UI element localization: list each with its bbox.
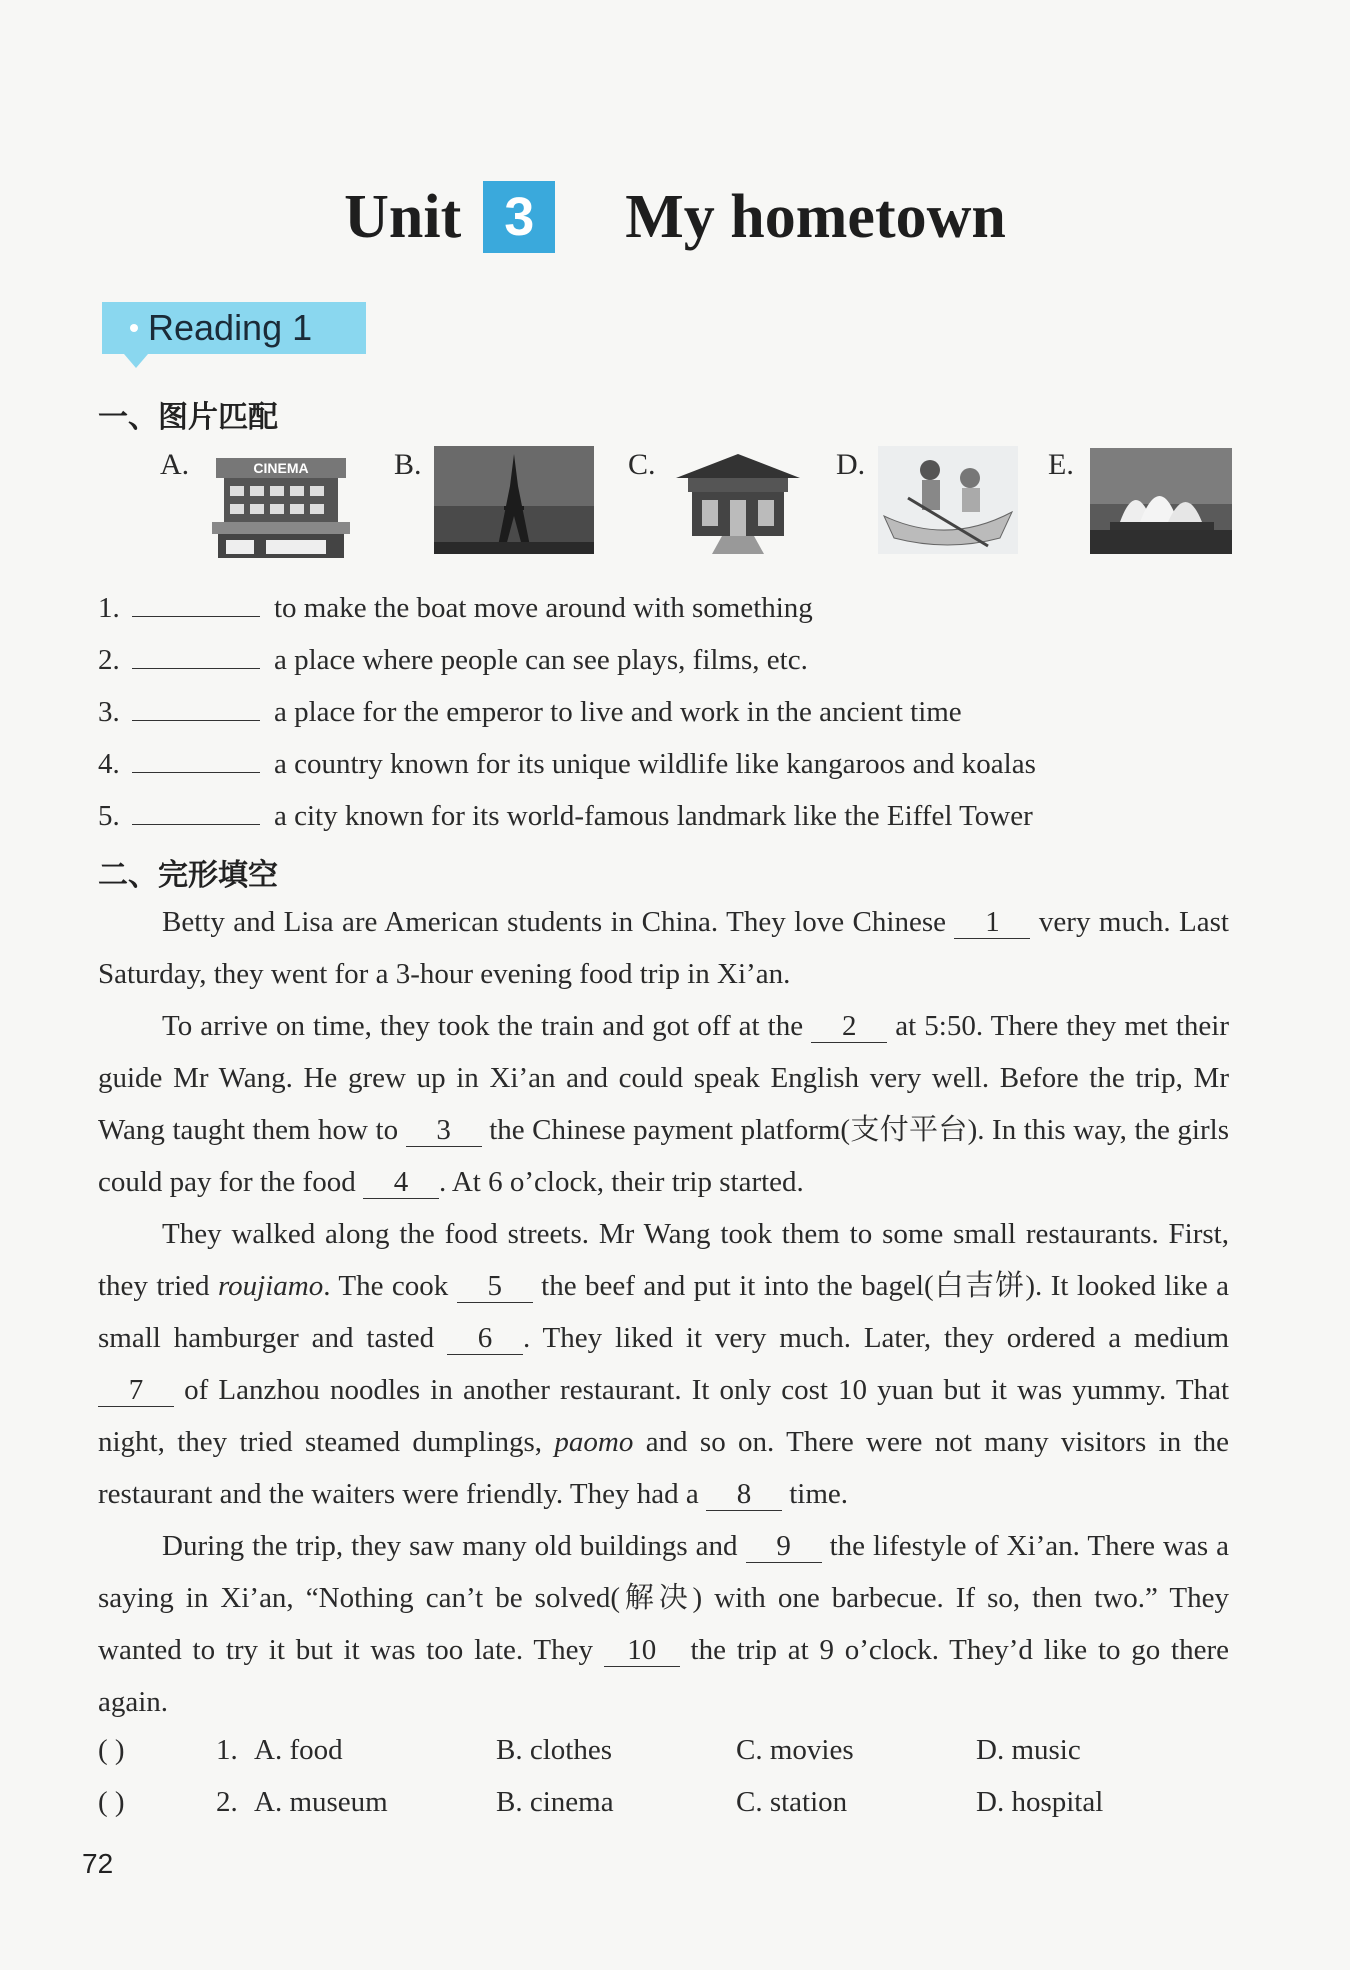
answer-blank[interactable]	[132, 698, 260, 721]
cloze-gap[interactable]: 10	[604, 1634, 680, 1667]
option-c[interactable]: C. station	[736, 1786, 848, 1818]
cloze-gap[interactable]: 2	[811, 1010, 887, 1043]
reading-tag-label: Reading 1	[148, 307, 313, 348]
match-item: 5. a city known for its world-famous landmark like the Eiffel Tower	[98, 800, 1033, 832]
unit-topic: My hometown	[625, 183, 1006, 251]
cloze-gap[interactable]: 1	[954, 906, 1030, 939]
picture-label-c: C.	[628, 448, 656, 481]
tag-dot-icon	[130, 324, 138, 332]
unit-title	[0, 182, 1350, 259]
option-a[interactable]: A. food	[254, 1734, 343, 1766]
unit-word: Unit	[344, 183, 462, 251]
cloze-gap[interactable]: 5	[457, 1270, 533, 1303]
option-c[interactable]: C. movies	[736, 1734, 854, 1766]
picture-label-a: A.	[160, 448, 190, 481]
passage-paragraph: During the trip, they saw many old buildings and 9 the lifestyle of Xi’an. There was a saying in Xi’an, “Nothing can’t be solved(解决) with one barbecue. If so, then two.” They wanted to try it but it was too late. They 10 the trip at 9 o’clock. They’d like to go there again.	[98, 1530, 1230, 1718]
passage-paragraph: To arrive on time, they took the train and got off at the 2 at 5:50. There they met their guide Mr Wang. He grew up in Xi’an and could speak English very well. Before the trip, Mr Wang taught them how to 3 the Chinese payment platform(支付平台). In this way, the girls could pay for the food 4 . At 6 o’clock, their trip started.	[98, 1010, 1230, 1198]
match-item: 4. a country known for its unique wildlife like kangaroos and koalas	[98, 748, 1036, 780]
option-a[interactable]: A. museum	[254, 1786, 388, 1818]
answer-parens[interactable]: ( )	[98, 1786, 125, 1818]
reading-tag	[102, 302, 366, 354]
cinema-sign-text: CINEMA	[253, 460, 309, 476]
picture-label-d: D.	[836, 448, 866, 481]
match-item: 3. a place for the emperor to live and work in the ancient time	[98, 696, 962, 728]
unit-number-badge: 3	[483, 181, 555, 253]
picture-label-b: B.	[394, 448, 422, 481]
answer-blank[interactable]	[132, 646, 260, 669]
answer-blank[interactable]	[132, 802, 260, 825]
opera-house-picture	[1090, 448, 1232, 559]
option-b[interactable]: B. clothes	[496, 1734, 612, 1766]
answer-blank[interactable]	[132, 594, 260, 617]
cloze-gap[interactable]: 9	[746, 1530, 822, 1563]
cloze-gap[interactable]: 4	[363, 1166, 439, 1199]
option-d[interactable]: D. music	[976, 1734, 1081, 1766]
page-number: 72	[82, 1848, 114, 1879]
option-d[interactable]: D. hospital	[976, 1786, 1104, 1818]
workbook-page: Unit 3 My hometown Reading 1 一、图片匹配 A. CINEMA B. C. D. E. 1. to make the boat move around with something 2. a place where people can see plays, films, etc. 3. a place for the emperor to live and work in the ancient time 4. a country known for its unique wildlife like kangaroos and koalas 5. a city known for its world-famous landmark like the Eiffel Tower 二、完形填空 Betty and Lisa are American students in China. They love Chinese 1 very much. Last Saturday, they went for a 3-hour evening food trip in Xi’an. To arrive on time, they took the train and got off at the 2 at 5:50. There they met their guide Mr Wang. He grew up in Xi’an and could speak English very well. Before the trip, Mr Wang taught them how to 3 the Chinese payment platform(支付平台). In this way, the girls could pay for the food 4 . At 6 o’clock, their trip started. They walked along the food streets. Mr Wang took them to some small restaurants. First, they tried roujiamo. The cook 5 the beef and put it into the bagel(白吉饼). It looked like a small hamburger and tasted 6 . They liked it very much. Later, they ordered a medium 7 of Lanzhou noodles in another restaurant. It only cost 10 yuan but it was yummy. That night, they tried steamed dumplings, paomo and so on. There were not many visitors in the restaurant and the waiters were friendly. They had a 8 time. During the trip, they saw many old buildings and 9 the lifestyle of Xi’an. There was a saying in Xi’an, “Nothing can’t be solved(解决) with one barbecue. If so, then two.” They wanted to try it but it was too late. They 10 the trip at 9 o’clock. They’d like to go there again. ( ) 1. A. food B. clothes C. movies D. music ( ) 2. A. museum B. cinema C. station D. hospital 72	[0, 0, 1350, 1970]
palace-picture	[672, 444, 804, 561]
cloze-passage	[98, 896, 1229, 1728]
picture-label-e: E.	[1048, 448, 1074, 481]
section1-heading: 一、图片匹配	[98, 400, 278, 435]
cloze-gap[interactable]: 7	[98, 1374, 174, 1407]
section2-heading: 二、完形填空	[98, 858, 278, 893]
passage-paragraph: Betty and Lisa are American students in China. They love Chinese 1 very much. Last Saturday, they went for a 3-hour evening food trip in Xi’an.	[98, 906, 1229, 990]
rowing-boat-picture	[878, 446, 1018, 559]
answer-parens[interactable]: ( )	[98, 1734, 125, 1766]
answer-blank[interactable]	[132, 750, 260, 773]
cloze-gap[interactable]: 6	[447, 1322, 523, 1355]
cloze-gap[interactable]: 8	[706, 1478, 782, 1511]
match-item: 2. a place where people can see plays, films, etc.	[98, 644, 808, 676]
eiffel-tower-picture	[434, 446, 594, 559]
cinema-picture	[206, 448, 356, 565]
cloze-gap[interactable]: 3	[406, 1114, 482, 1147]
match-item: 1. to make the boat move around with something	[98, 592, 813, 624]
passage-paragraph: They walked along the food streets. Mr Wang took them to some small restaurants. First, they tried roujiamo. The cook 5 the beef and put it into the bagel(白吉饼). It looked like a small hamburger and tasted 6 . They liked it very much. Later, they ordered a medium 7 of Lanzhou noodles in another restaurant. It only cost 10 yuan but it was yummy. That night, they tried steamed dumplings, paomo and so on. There were not many visitors in the restaurant and the waiters were friendly. They had a 8 time.	[98, 1218, 1230, 1510]
option-b[interactable]: B. cinema	[496, 1786, 614, 1818]
